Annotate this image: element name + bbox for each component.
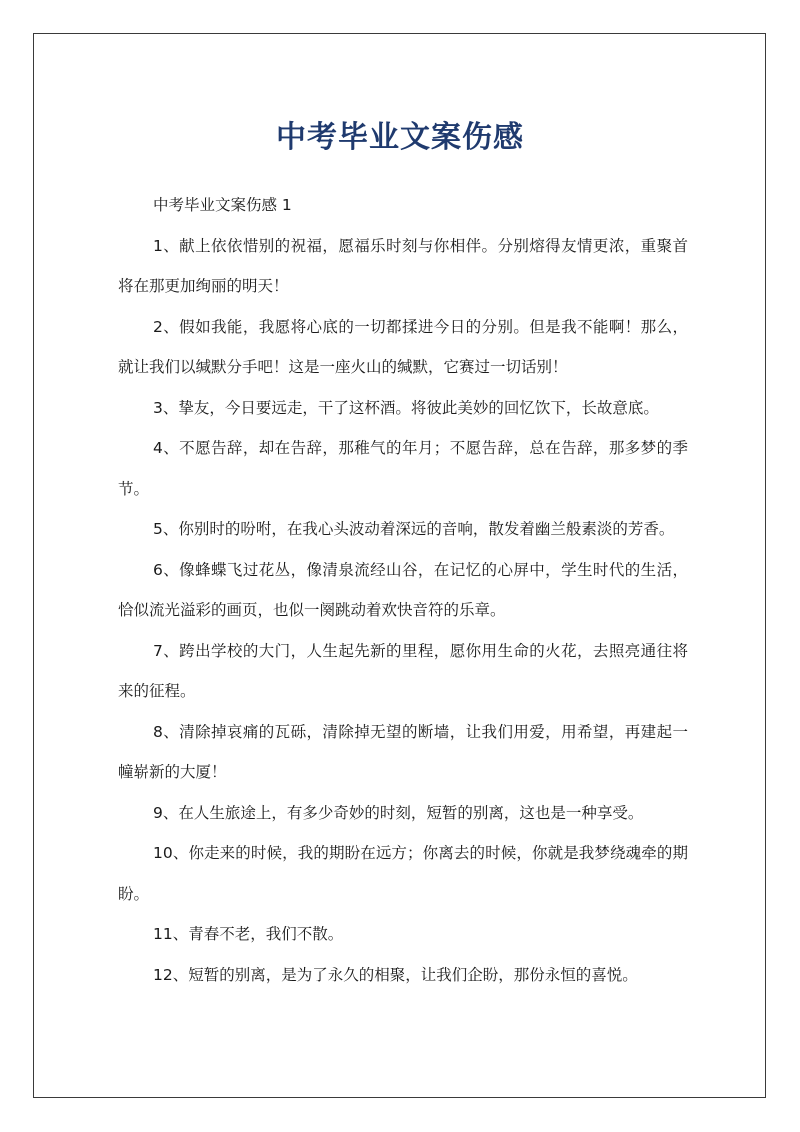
paragraph-5: 5、你别时的吩咐，在我心头波动着深远的音响，散发着幽兰般素淡的芳香。 [153,520,675,538]
section-heading: 中考毕业文案伤感 1 [153,196,292,214]
paragraph-10: 10、你走来的时候，我的期盼在远方；你离去的时候，你就是我梦绕魂牵的期盼。 [118,844,688,903]
paragraph-7: 7、跨出学校的大门，人生起先新的里程，愿你用生命的火花，去照亮通往将来的征程。 [118,641,688,700]
paragraph-8: 8、清除掉哀痛的瓦砾，清除掉无望的断墙，让我们用爱，用希望，再建起一幢崭新的大厦！ [118,722,688,781]
document-title: 中考毕业文案伤感 [276,120,524,155]
paragraph-9: 9、在人生旅途上，有多少奇妙的时刻，短暂的别离，这也是一种享受。 [153,803,644,822]
paragraph-2: 2、假如我能，我愿将心底的一切都揉进今日的分别。但是我不能啊！那么，就让我们以缄默分手吧！这是一座火山的缄默，它赛过一切话别！ [118,317,688,376]
paragraph-1: 1、献上依依惜别的祝福，愿福乐时刻与你相伴。分别熔得友情更浓，重聚首将在那更加绚丽的明天！ [118,236,688,295]
paragraph-4: 4、不愿告辞，却在告辞，那稚气的年月；不愿告辞，总在告辞，那多梦的季节。 [118,439,688,498]
paragraph-11: 11、青春不老，我们不散。 [153,925,344,943]
paragraph-12: 12、短暂的别离，是为了永久的相聚，让我们企盼，那份永恒的喜悦。 [153,965,638,984]
paragraph-6: 6、像蜂蝶飞过花丛，像清泉流经山谷，在记忆的心屏中，学生时代的生活，恰似流光溢彩的画页，也似一阕跳动着欢快音符的乐章。 [118,560,688,619]
document-body [118,185,688,995]
paragraph-3: 3、挚友，今日要远走，干了这杯酒。将彼此美妙的回忆饮下，长故意底。 [153,398,659,417]
